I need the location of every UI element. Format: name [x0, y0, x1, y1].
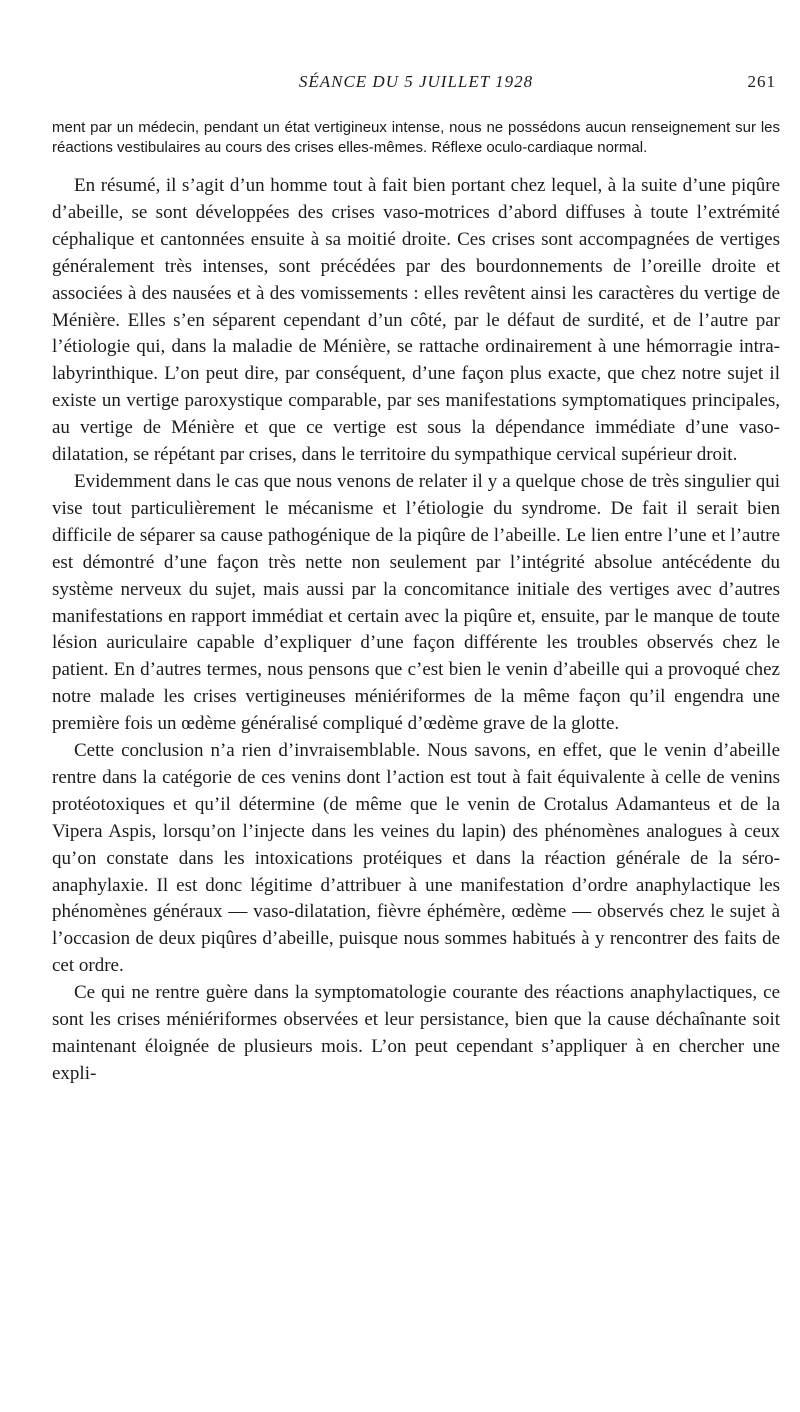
document-page — [52, 0, 780, 1088]
paragraph-anaphylaxis: Ce qui ne rentre guère dans la symptomatologie courante des réactions anaphylactiques, ce sont les crises méniériformes observées et leur persistance, bien que la cause déchaînante soit maintenant éloignée de plusieurs mois. L’on peut cependant s’appliquer à en chercher une expli- — [52, 982, 780, 1084]
paragraph-etiology: Evidemment dans le cas que nous venons de relater il y a quelque chose de très singulier qui vise tout particulièrement le mécanisme et l’étiologie du syndrome. De fait il serait bien difficile de séparer sa cause pathogénique de la piqûre de l’abeille. Le lien entre l’une et l’autre est démontré d’une façon très nette non seulement par l’intégrité absolue antécédente du système nerveux du sujet, mais aussi par la concomitance initiale des vertiges avec d’autres manifestations en rapport immédiat et certain avec la piqûre et, ensuite, par le manque de toute lésion auriculaire capable d’expliquer d’une façon différente les troubles observés chez le patient. En d’autres termes, nous pensons que c’est bien le venin d’abeille qui a provoqué chez notre malade les crises vertigineuses méniériformes de la même façon qu’il engendra une première fois un œdème généralisé compliqué d’œdème grave de la glotte. — [52, 470, 780, 735]
running-title: SÉANCE DU 5 JUILLET 1928 — [298, 72, 534, 91]
page-number: 261 — [747, 72, 776, 91]
footnote-continuation: ment par un médecin, pendant un état vertigineux intense, nous ne possédons aucun renseignement sur les réactions vestibulaires au cours des crises elles-mêmes. Réflexe oculo-cardiaque normal. — [52, 119, 780, 156]
running-header — [52, 72, 780, 112]
paragraph-summary: En résumé, il s’agit d’un homme tout à fait bien portant chez lequel, à la suite d’une piqûre d’abeille, se sont développées des crises vaso-motrices d’abord diffuses à toute l’extrémité céphalique et cantonnées ensuite à sa moitié droite. Ces crises sont accompagnées de vertiges généralement très intenses, sont précédées par des bourdonnements de l’oreille droite et associées à des nausées et à des vomissements : elles revêtent ainsi les caractères du vertige de Ménière. Elles s’en séparent cependant d’un côté, par le défaut de surdité, et de l’autre par l’étiologie qui, dans la maladie de Ménière, se rattache ordinairement à une hémorragie intra-labyrinthique. L’on peut dire, par conséquent, d’une façon plus exacte, que chez notre sujet il existe un vertige paroxystique comparable, par ses manifestations symptomatiques principales, au vertige de Ménière et que ce vertige est sous la dépendance immédiate d’une vaso-dilatation, se répétant par crises, dans le territoire du sympathique cervical supérieur droit. — [52, 175, 780, 466]
paragraph-conclusion: Cette conclusion n’a rien d’invraisemblable. Nous savons, en effet, que le venin d’abeille rentre dans la catégorie de ces venins dont l’action est tout à fait équivalente à celle de venins protéotoxiques et qu’il détermine (de même que le venin de Crotalus Adamanteus et de la Vipera Aspis, lorsqu’on l’injecte dans les veines du lapin) des phénomènes analogues à ceux qu’on constate dans les intoxications protéiques et dans la réaction générale de la séro-anaphylaxie. Il est donc légitime d’attribuer à une manifestation d’ordre anaphylactique les phénomènes généraux — vaso-dilatation, fièvre éphémère, œdème — observés chez le sujet à l’occasion de deux piqûres d’abeille, puisque nous sommes habitués à y rencontrer des faits de cet ordre. — [52, 740, 780, 977]
